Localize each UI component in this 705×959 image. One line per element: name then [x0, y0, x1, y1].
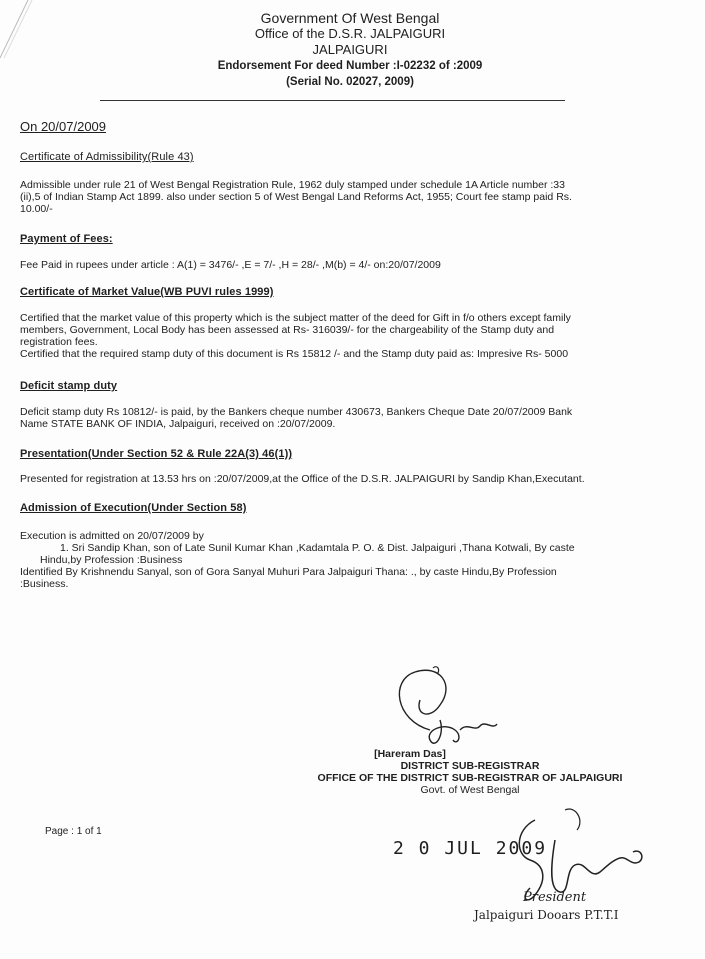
document-header — [150, 10, 550, 90]
date-stamp: 2 0 JUL 2009 — [393, 838, 548, 859]
page-number: Page : 1 of 1 — [45, 826, 102, 837]
execution-line-4: Identified By Krishnendu Sanyal, son of Gora Sanyal Muhuri Para Jalpaiguri Thana: ., by caste Hindu,By Profession — [20, 566, 557, 578]
admissibility-text — [20, 179, 680, 215]
header-serial: (Serial No. 02027, 2009) — [286, 76, 414, 88]
president-label: President — [523, 890, 587, 905]
market-value-title: Certificate of Market Value(WB PUVI rules 1999) — [20, 286, 274, 298]
header-office: Office of the D.S.R. JALPAIGURI — [254, 26, 446, 41]
market-value-line-4: Certified that the required stamp duty of this document is Rs 15812 /- and the Stamp duty paid as: Impresive Rs- 5000 — [20, 348, 569, 360]
document-date: On 20/07/2009 — [20, 119, 107, 134]
market-value-line-1: Certified that the market value of this property which is the subject matter of the deed for Gift in f/o others except family — [20, 312, 571, 324]
market-value-text — [20, 312, 680, 360]
deficit-text — [20, 406, 680, 430]
presentation-line-1: Presented for registration at 13.53 hrs on :20/07/2009,at the Office of the D.S.R. JALPAIGURI by Sandip Khan,Executant. — [20, 473, 585, 485]
header-divider — [100, 100, 565, 101]
admissibility-line-1: Admissible under rule 21 of West Bengal Registration Rule, 1962 duly stamped under schedule 1A Article number :33 — [20, 179, 565, 191]
organization-label: Jalpaiguri Dooars P.T.T.I — [474, 908, 619, 922]
deficit-line-1: Deficit stamp duty Rs 10812/- is paid, by the Bankers cheque number 430673, Bankers Cheque Date 20/07/2009 Bank — [20, 406, 573, 418]
header-endorsement: Endorsement For deed Number :I-02232 of :2009 — [217, 60, 483, 72]
fees-title: Payment of Fees: — [20, 233, 113, 245]
presentation-title: Presentation(Under Section 52 & Rule 22A(3) 46(1)) — [20, 448, 293, 460]
execution-line-2: 1. Sri Sandip Khan, son of Late Sunil Kumar Khan ,Kadamtala P. O. & Dist. Jalpaiguri ,Thana Kotwali, By caste — [60, 542, 575, 554]
registrar-signature — [385, 660, 505, 760]
execution-line-5: :Business. — [20, 578, 69, 590]
execution-line-3: Hindu,by Profession :Business — [40, 554, 183, 566]
registrar-govt: Govt. of West Bengal — [420, 784, 520, 796]
admissibility-title: Certificate of Admissibility(Rule 43) — [20, 151, 194, 163]
registrar-name: [Hareram Das] — [374, 748, 446, 760]
execution-title: Admission of Execution(Under Section 58) — [20, 502, 247, 514]
scan-edge-mark — [0, 0, 40, 60]
fees-text — [20, 259, 680, 271]
header-city: JALPAIGURI — [312, 42, 388, 57]
fees-line-1: Fee Paid in rupees under article : A(1) = 3476/- ,E = 7/- ,H = 28/- ,M(b) = 4/- on:20/07/2009 — [20, 259, 441, 271]
header-government: Government Of West Bengal — [260, 10, 440, 26]
registrar-title: DISTRICT SUB-REGISTRAR — [400, 760, 540, 772]
execution-text — [20, 530, 680, 590]
registrar-office: OFFICE OF THE DISTRICT SUB-REGISTRAR OF JALPAIGURI — [317, 772, 623, 784]
deficit-line-2: Name STATE BANK OF INDIA, Jalpaiguri, received on :20/07/2009. — [20, 418, 336, 430]
registrar-block — [290, 748, 650, 796]
presentation-text — [20, 473, 680, 485]
admissibility-line-2: (ii),5 of Indian Stamp Act 1899. also under section 5 of West Bengal Land Reforms Act, 1955; Court fee stamp paid Rs. — [20, 191, 572, 203]
execution-line-1: Execution is admitted on 20/07/2009 by — [20, 530, 204, 542]
admissibility-line-3: 10.00/- — [20, 203, 53, 215]
market-value-line-3: registration fees. — [20, 336, 98, 348]
deficit-title: Deficit stamp duty — [20, 380, 118, 392]
market-value-line-2: members, Government, Local Body has been assessed at Rs- 316039/- for the chargeability of the Stamp duty and — [20, 324, 555, 336]
